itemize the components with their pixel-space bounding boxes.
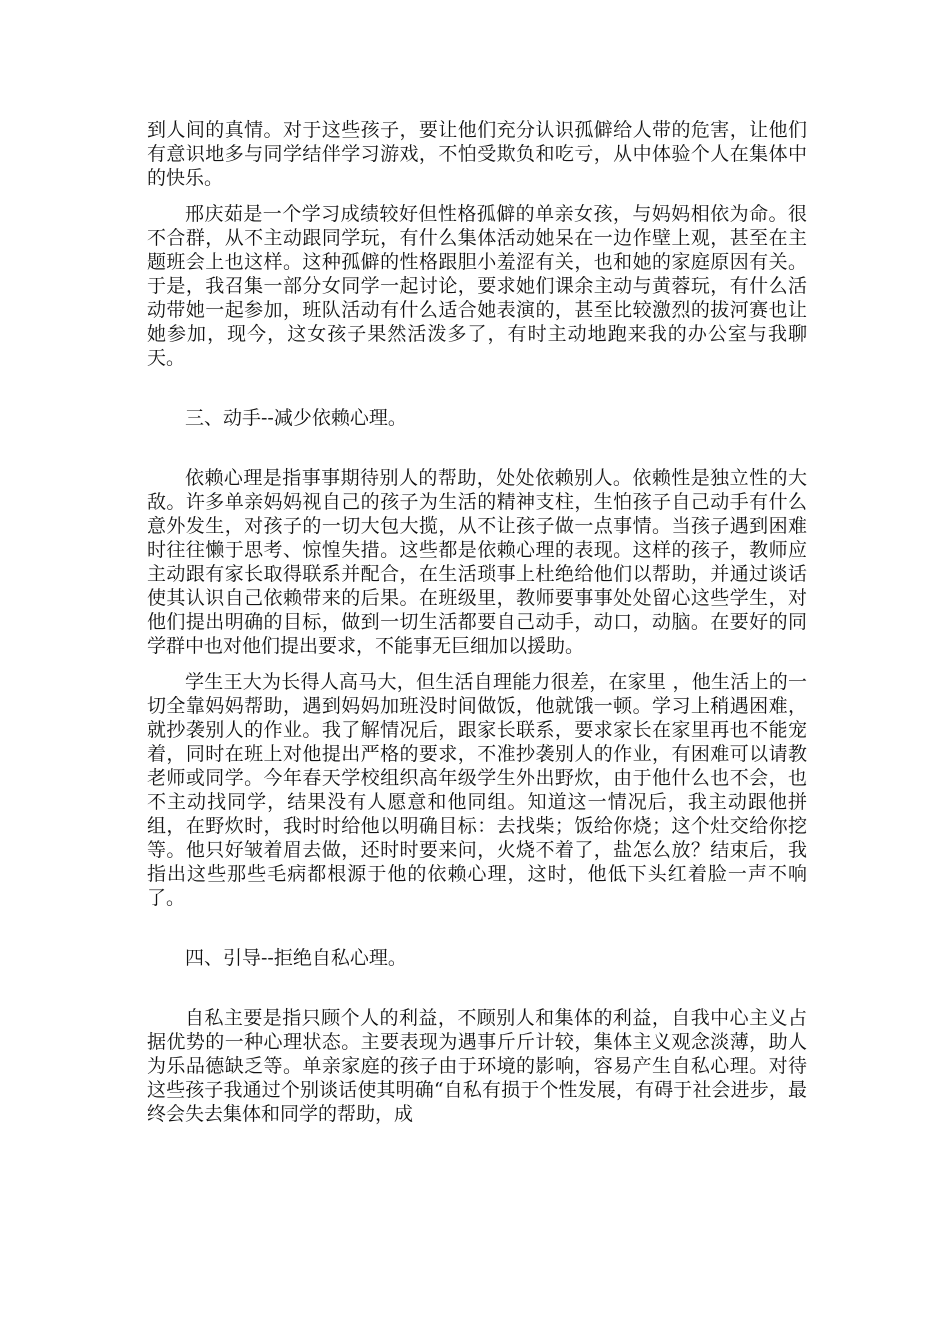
section-heading-4: 四、引导--拒绝自私心理。 [185,947,407,969]
document-body [147,118,807,1126]
paragraph-dependence: 依赖心理是指事事期待别人的帮助，处处依赖别人。依赖性是独立性的大敌。许多单亲妈妈视自己的孩子为生活的精神支柱，生怕孩子自己动手有什么意外发生，对孩子的一切大包大揽，从不让孩子做一点事情。当孩子遇到困难时往往懒于思考、惊惶失措。这些都是依赖心理的表现。这样的孩子，教师应主动跟有家长取得联系并配合，在生活琐事上杜绝给他们以帮助，并通过谈话使其认识自己依赖带来的后果。在班级里，教师要事事处处留心这些学生，对他们提出明确的目标，做到一切生活都要自己动手，动口，动脑。在要好的同学群中也对他们提出要求，不能事无巨细加以援助。 [147,467,807,657]
paragraph-wang-dawei: 学生王大为长得人高马大，但生活自理能力很差，在家里 ，他生活上的一切全靠妈妈帮助，遇到妈妈加班没时间做饭，他就饿一顿。学习上稍遇困难，就抄袭别人的作业。我了解情况后，跟家长联系，要求家长在家里再也不能宠着，同时在班上对他提出严格的要求，不准抄袭别人的作业，有困难可以请教老师或同学。今年春天学校组织高年级学生外出野炊，由于他什么也不会，也不主动找同学，结果没有人愿意和他同组。知道这一情况后，我主动跟他拼组，在野炊时，我时时给他以明确目标：去找柴；饭给你烧；这个灶交给你挖等。他只好皱着眉去做，还时时要来问，火烧不着了，盐怎么放？结束后，我指出这些那些毛病都根源于他的依赖心理，这时，他低下头红着脸一声不响了。 [147,671,807,909]
paragraph-continued: 到人间的真情。对于这些孩子，要让他们充分认识孤僻给人带的危害，让他们有意识地多与同学结伴学习游戏，不怕受欺负和吃亏，从中体验个人在集体中的快乐。 [147,119,807,189]
paragraph-selfishness: 自私主要是指只顾个人的利益，不顾别人和集体的利益，自我中心主义占据优势的一种心理状态。主要表现为遇事斤斤计较，集体主义观念淡薄，助人为乐品德缺乏等。单亲家庭的孩子由于环境的影响，容易产生自私心理。对待这些孩子我通过个别谈话使其明确“自私有损于个性发展，有碍于社会进步，最终会失去集体和同学的帮助，成 [147,1007,807,1125]
section-heading-3: 三、动手--减少依赖心理。 [185,407,407,429]
paragraph-xing-qingru: 邢庆茹是一个学习成绩较好但性格孤僻的单亲女孩，与妈妈相依为命。很不合群，从不主动跟同学玩，有什么集体活动她呆在一边作壁上观，甚至在主题班会上也这样。这种孤僻的性格跟胆小羞涩有关，也和她的家庭原因有关。于是，我召集一部分女同学一起讨论，要求她们课余主动与黄蓉玩，有什么活动带她一起参加，班队活动有什么适合她表演的，甚至比较激烈的拔河赛也让她参加，现今，这女孩子果然活泼多了，有时主动地跑来我的办公室与我聊天。 [147,203,807,369]
